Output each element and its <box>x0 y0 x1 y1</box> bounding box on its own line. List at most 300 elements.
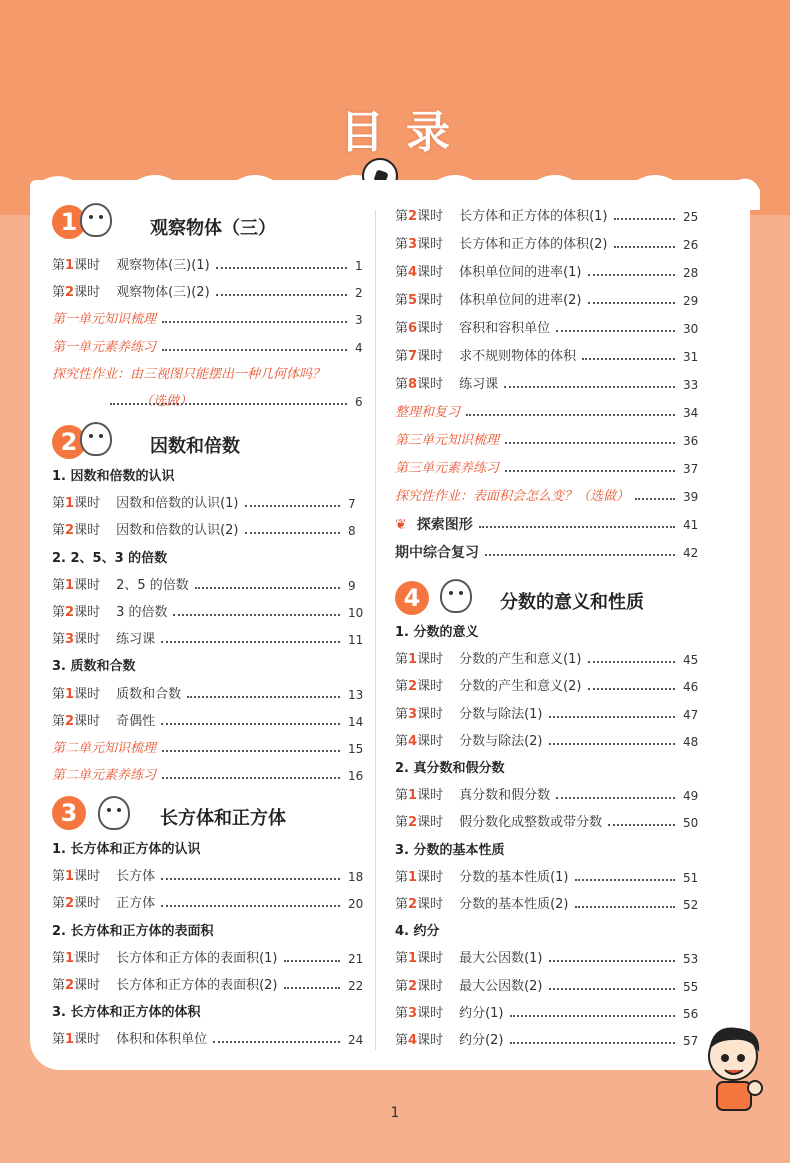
leader-dots <box>213 1041 340 1043</box>
page-number-ref: 51 <box>683 870 699 885</box>
page-number-ref: 2 <box>355 286 363 301</box>
leader-dots <box>549 743 676 745</box>
lesson-di: 第 <box>52 577 66 593</box>
leader-dots <box>195 587 340 589</box>
column-divider <box>375 210 376 1050</box>
lesson-number: 1 <box>408 951 418 967</box>
page-title: 目录 <box>340 107 472 158</box>
lesson-number: 2 <box>408 209 418 224</box>
leader-dots <box>245 532 341 534</box>
leader-dots <box>162 777 340 779</box>
page-number-ref: 21 <box>348 951 364 966</box>
toc-lesson-row[interactable] <box>395 206 608 228</box>
section-title: 2. 真分数和假分数 <box>395 761 505 776</box>
lesson-di: 第 <box>52 1032 66 1048</box>
lesson-number: 2 <box>65 605 75 620</box>
leader-dots <box>245 505 341 507</box>
toc-lesson-row[interactable] <box>395 894 569 916</box>
leader-dots <box>161 878 340 880</box>
lesson-ke: 课时 <box>74 632 101 648</box>
toc-lesson-row[interactable] <box>395 1030 504 1052</box>
lesson-ke: 课时 <box>417 1005 444 1021</box>
page-number-ref: 11 <box>348 633 364 648</box>
review-title: 第二单元素养练习 <box>52 768 157 784</box>
toc-section-heading <box>52 921 214 943</box>
toc-lesson-row[interactable] <box>52 948 278 970</box>
review-title: 第一单元素养练习 <box>52 339 157 355</box>
unit1-badge: 1 <box>52 205 86 239</box>
lesson-number: 2 <box>65 896 75 912</box>
leader-dots <box>549 716 676 718</box>
leader-dots <box>608 824 675 826</box>
page-number-ref: 30 <box>683 322 699 336</box>
page-number-ref: 26 <box>683 238 699 252</box>
toc-lesson-row[interactable] <box>52 1029 207 1051</box>
leader-dots <box>504 386 675 388</box>
leader-dots <box>549 960 676 962</box>
lesson-ke: 课时 <box>74 978 101 993</box>
toc-review-row[interactable] <box>395 486 629 508</box>
lesson-number: 2 <box>65 713 75 729</box>
page-number-ref: 45 <box>683 653 699 668</box>
lesson-number: 1 <box>65 496 75 512</box>
toc-lesson-row[interactable] <box>52 520 239 542</box>
lesson-ke: 课时 <box>74 258 101 273</box>
lesson-ke: 课时 <box>417 978 444 994</box>
section-title: 3. 长方体和正方体的体积 <box>52 1005 201 1021</box>
lesson-ke: 课时 <box>417 897 444 912</box>
lesson-title: 长方体 <box>116 869 156 885</box>
lesson-ke: 课时 <box>74 523 101 539</box>
lesson-ke: 课时 <box>417 349 444 364</box>
lesson-title: 假分数化成整数或带分数 <box>459 815 603 831</box>
lesson-number: 3 <box>408 237 418 252</box>
toc-lesson-row[interactable] <box>395 948 543 970</box>
lesson-title: 长方体和正方体的表面积(2) <box>116 978 278 993</box>
page-number-ref: 1 <box>355 259 363 273</box>
lesson-number: 1 <box>65 869 75 885</box>
lesson-ke: 课时 <box>417 652 444 668</box>
page-number-ref: 56 <box>683 1006 699 1021</box>
toc-lesson-row[interactable] <box>52 282 210 304</box>
page-number-ref: 53 <box>683 952 699 967</box>
lesson-ke: 课时 <box>74 869 101 885</box>
page-number-ref: 16 <box>348 769 364 784</box>
page-number-ref: 37 <box>683 462 699 476</box>
lesson-di: 第 <box>395 293 409 308</box>
unit4-badge: 4 <box>395 581 429 615</box>
lesson-ke: 课时 <box>74 713 101 729</box>
leader-dots <box>161 641 340 643</box>
leader-dots <box>162 321 347 323</box>
leader-dots <box>110 403 347 405</box>
sprout-icon: ❦ <box>395 517 407 533</box>
lesson-number: 2 <box>65 978 75 993</box>
toc-topic-row[interactable] <box>395 514 473 536</box>
toc-section-heading <box>52 656 136 678</box>
unit3-title[interactable]: 长方体和正方体 <box>160 808 286 829</box>
lesson-number: 4 <box>408 265 418 280</box>
page-number-ref: 39 <box>683 490 699 504</box>
lesson-number: 1 <box>65 258 75 273</box>
page-number-ref: 24 <box>348 1033 364 1048</box>
page-number-ref: 29 <box>683 294 699 308</box>
lesson-di: 第 <box>395 377 409 392</box>
lesson-number: 7 <box>408 349 418 364</box>
page-number-ref: 28 <box>683 266 699 280</box>
toc-review-row[interactable] <box>395 402 460 424</box>
lesson-di: 第 <box>395 652 409 668</box>
toc-lesson-row[interactable] <box>52 684 181 706</box>
lesson-di: 第 <box>395 237 409 252</box>
lesson-number: 3 <box>408 1005 418 1021</box>
leader-dots <box>588 274 676 276</box>
lesson-title: 因数和倍数的认识(2) <box>116 523 239 539</box>
lesson-di: 第 <box>395 897 409 912</box>
lesson-di: 第 <box>395 679 409 695</box>
leader-dots <box>216 267 347 269</box>
page-number-ref: 57 <box>683 1034 699 1048</box>
toc-lesson-row[interactable] <box>395 676 582 698</box>
mascot-icon <box>80 422 112 456</box>
toc-section-heading <box>395 758 505 780</box>
lesson-ke: 课时 <box>417 815 444 831</box>
toc-lesson-row[interactable] <box>395 318 550 340</box>
lesson-di: 第 <box>52 896 66 912</box>
leader-dots <box>614 246 676 248</box>
toc-lesson-row[interactable] <box>395 346 576 368</box>
page-number-ref: 3 <box>355 313 363 328</box>
toc-lesson-row[interactable] <box>395 290 582 312</box>
toc-section-heading <box>395 840 505 862</box>
section-title: 2. 2、5、3 的倍数 <box>52 550 168 566</box>
lesson-ke: 课时 <box>417 788 444 804</box>
lesson-number: 2 <box>408 815 418 831</box>
lesson-title: 分数与除法(1) <box>459 706 543 722</box>
lesson-ke: 课时 <box>417 1033 444 1048</box>
leader-dots <box>556 330 675 332</box>
leader-dots <box>284 960 341 962</box>
lesson-title: 分数的基本性质(1) <box>459 869 569 885</box>
page-number-ref: 10 <box>348 606 364 620</box>
leader-dots <box>635 498 675 500</box>
mascot-icon <box>98 796 130 830</box>
mascot-icon <box>80 203 112 237</box>
lesson-number: 3 <box>65 632 75 648</box>
toc-lesson-row[interactable] <box>395 374 498 396</box>
lesson-di: 第 <box>52 950 66 966</box>
review-title: 第二单元知识梳理 <box>52 741 157 756</box>
unit2-title[interactable]: 因数和倍数 <box>150 436 240 457</box>
page-number-ref: 42 <box>683 546 699 560</box>
lesson-ke: 课时 <box>74 1032 101 1048</box>
lesson-di: 第 <box>52 713 66 729</box>
lesson-number: 1 <box>65 1032 75 1048</box>
lesson-number: 1 <box>65 950 75 966</box>
toc-review-row[interactable] <box>52 309 156 331</box>
lesson-title: 奇偶性 <box>116 713 156 729</box>
leader-dots <box>614 218 676 220</box>
page-number-ref: 25 <box>683 210 699 224</box>
unit2-badge: 2 <box>52 425 86 459</box>
lesson-number: 2 <box>408 897 418 912</box>
leader-dots <box>575 879 676 881</box>
lesson-title: 长方体和正方体的体积(2) <box>459 237 608 252</box>
lesson-title: 正方体 <box>116 896 156 912</box>
leader-dots <box>505 442 675 444</box>
toc-lesson-row[interactable] <box>52 711 155 733</box>
toc-topic-row[interactable] <box>395 542 479 564</box>
leader-dots <box>284 987 341 989</box>
page-number-ref: 33 <box>683 378 699 392</box>
toc-review-row[interactable] <box>140 391 192 413</box>
page-number-ref: 8 <box>348 524 356 539</box>
lesson-di: 第 <box>52 978 66 993</box>
lesson-di: 第 <box>395 209 409 224</box>
lesson-title: 观察物体(三)(1) <box>116 258 210 273</box>
leader-dots <box>510 1015 676 1017</box>
lesson-title: 观察物体(三)(2) <box>116 285 210 301</box>
lesson-ke: 课时 <box>417 377 444 392</box>
lesson-di: 第 <box>52 258 66 273</box>
toc-lesson-row[interactable] <box>52 893 155 915</box>
section-title: 3. 分数的基本性质 <box>395 842 505 858</box>
lesson-title: 容积和容积单位 <box>459 321 551 336</box>
page-number-ref: 4 <box>355 340 363 355</box>
toc-lesson-row[interactable] <box>395 867 569 889</box>
lesson-ke: 课时 <box>74 285 101 301</box>
lesson-number: 2 <box>65 285 75 301</box>
page-number-ref: 15 <box>348 742 364 756</box>
lesson-title: 最大公因数(2) <box>459 978 543 994</box>
lesson-di: 第 <box>395 265 409 280</box>
page-number-ref: 50 <box>683 816 699 831</box>
lesson-title: 体积和体积单位 <box>116 1032 208 1048</box>
lesson-title: 长方体和正方体的表面积(1) <box>116 950 278 966</box>
lesson-di: 第 <box>395 349 409 364</box>
toc-review-row[interactable] <box>395 430 499 452</box>
toc-lesson-row[interactable] <box>395 1003 504 1025</box>
lesson-ke: 课时 <box>74 896 101 912</box>
toc-lesson-row[interactable] <box>52 866 155 888</box>
toc-lesson-row[interactable] <box>395 976 543 998</box>
lesson-ke: 课时 <box>417 869 444 885</box>
page-number-ref: 48 <box>683 734 699 749</box>
lesson-ke: 课时 <box>417 321 444 336</box>
toc-lesson-row[interactable] <box>395 234 608 256</box>
toc-review-row[interactable] <box>395 458 499 480</box>
lesson-title: 因数和倍数的认识(1) <box>116 496 239 512</box>
lesson-ke: 课时 <box>74 577 101 593</box>
leader-dots <box>510 1042 676 1044</box>
review-title: 整理和复习 <box>395 405 461 420</box>
toc-lesson-row[interactable] <box>52 975 278 997</box>
lesson-number: 1 <box>65 686 75 702</box>
lesson-di: 第 <box>395 951 409 967</box>
lesson-ke: 课时 <box>417 293 444 308</box>
lesson-ke: 课时 <box>417 951 444 967</box>
lesson-ke: 课时 <box>417 237 444 252</box>
leader-dots <box>161 723 340 725</box>
page-number-ref: 47 <box>683 707 699 722</box>
leader-dots <box>216 294 347 296</box>
page-number: 1 <box>390 1105 400 1121</box>
section-title: 4. 约分 <box>395 924 440 940</box>
toc-lesson-row[interactable] <box>395 812 602 834</box>
page-number-ref: 55 <box>683 979 699 994</box>
leader-dots <box>588 688 676 690</box>
toc-section-heading <box>52 466 175 488</box>
section-title: 1. 分数的意义 <box>395 625 479 640</box>
lesson-number: 4 <box>408 1033 418 1048</box>
section-title: 1. 长方体和正方体的认识 <box>52 842 201 857</box>
lesson-number: 6 <box>408 321 418 336</box>
leader-dots <box>466 414 675 416</box>
toc-lesson-row[interactable] <box>52 602 167 624</box>
leader-dots <box>162 750 340 752</box>
page-number-ref: 52 <box>683 898 699 912</box>
lesson-di: 第 <box>395 978 409 994</box>
lesson-title: 练习课 <box>459 377 499 392</box>
lesson-number: 5 <box>408 293 418 308</box>
leader-dots <box>575 906 676 908</box>
lesson-number: 8 <box>408 377 418 392</box>
lesson-di: 第 <box>52 496 66 512</box>
lesson-ke: 课时 <box>74 686 101 702</box>
section-title: 2. 长方体和正方体的表面积 <box>52 923 214 939</box>
unit1-title[interactable]: 观察物体（三） <box>150 218 276 239</box>
page-number-ref: 13 <box>348 687 364 702</box>
lesson-di: 第 <box>395 733 409 749</box>
lesson-title: 长方体和正方体的体积(1) <box>459 209 608 224</box>
lesson-di: 第 <box>395 1033 409 1048</box>
toc-review-row[interactable] <box>52 765 156 787</box>
toc-lesson-row[interactable] <box>395 704 543 726</box>
toc-review-row[interactable] <box>52 738 156 760</box>
page-number-ref: 14 <box>348 714 364 729</box>
review-title: 第三单元素养练习 <box>395 461 500 476</box>
toc-review-row[interactable] <box>52 337 156 359</box>
lesson-title: 分数的产生和意义(1) <box>459 652 582 668</box>
lesson-title: 求不规则物体的体积 <box>459 349 577 364</box>
lesson-title: 分数与除法(2) <box>459 733 543 749</box>
leader-dots <box>588 661 676 663</box>
lesson-ke: 课时 <box>417 733 444 749</box>
mascot-icon <box>440 579 472 613</box>
review-title: 探究性作业：表面积会怎么变？（选做） <box>395 489 630 504</box>
leader-dots <box>187 696 340 698</box>
lesson-ke: 课时 <box>74 605 101 620</box>
unit4-title[interactable]: 分数的意义和性质 <box>500 592 644 613</box>
lesson-number: 4 <box>408 733 418 749</box>
toc-lesson-row[interactable] <box>52 629 155 651</box>
page-number-ref: 34 <box>683 406 699 420</box>
lesson-title: 分数的产生和意义(2) <box>459 679 582 695</box>
lesson-ke: 课时 <box>417 209 444 224</box>
leader-dots <box>173 614 340 616</box>
toc-lesson-row[interactable] <box>395 785 550 807</box>
lesson-title: 2、5 的倍数 <box>116 577 189 593</box>
lesson-di: 第 <box>52 285 66 301</box>
section-title: 3. 质数和合数 <box>52 659 136 675</box>
lesson-title: 真分数和假分数 <box>459 788 551 804</box>
page-number-ref: 6 <box>355 395 363 409</box>
toc-lesson-row[interactable] <box>52 493 239 515</box>
lesson-number: 1 <box>65 577 75 593</box>
lesson-di: 第 <box>395 788 409 804</box>
lesson-ke: 课时 <box>417 265 444 280</box>
lesson-di: 第 <box>395 706 409 722</box>
lesson-ke: 课时 <box>74 496 101 512</box>
leader-dots <box>162 349 347 351</box>
lesson-title: 练习课 <box>116 632 156 648</box>
page-number-ref: 20 <box>348 897 364 912</box>
leader-dots <box>556 797 675 799</box>
review-title: 第三单元知识梳理 <box>395 433 500 448</box>
lesson-di: 第 <box>395 321 409 336</box>
toc-lesson-row[interactable] <box>395 649 582 671</box>
page-number-ref: 18 <box>348 870 364 885</box>
lesson-number: 2 <box>408 978 418 994</box>
toc-lesson-row[interactable] <box>52 575 189 597</box>
topic-title: 探索图形 <box>416 517 473 533</box>
leader-dots <box>161 905 340 907</box>
lesson-di: 第 <box>52 523 66 539</box>
lesson-number: 1 <box>408 788 418 804</box>
toc-section-heading <box>52 1002 201 1024</box>
page-number-ref: 46 <box>683 680 699 695</box>
page-number-ref: 7 <box>348 497 356 512</box>
lesson-title: 体积单位间的进率(1) <box>459 265 582 280</box>
boy-mascot-icon <box>703 1022 765 1112</box>
leader-dots <box>549 988 676 990</box>
lesson-title: 体积单位间的进率(2) <box>459 293 582 308</box>
page-number-ref: 31 <box>683 350 699 364</box>
lesson-title: 分数的基本性质(2) <box>459 897 569 912</box>
leader-dots <box>588 302 676 304</box>
leader-dots <box>582 358 675 360</box>
toc-section-heading <box>395 921 440 943</box>
toc-lesson-row[interactable] <box>395 731 543 753</box>
lesson-number: 2 <box>408 679 418 695</box>
lesson-ke: 课时 <box>417 679 444 695</box>
lesson-title: 约分(2) <box>459 1033 504 1048</box>
lesson-number: 1 <box>408 869 418 885</box>
lesson-di: 第 <box>52 632 66 648</box>
toc-section-heading <box>52 548 167 570</box>
lesson-number: 3 <box>408 706 418 722</box>
toc-section-heading <box>395 622 479 644</box>
page-number-ref: 9 <box>348 578 356 593</box>
page-number-ref: 41 <box>683 518 699 532</box>
lesson-ke: 课时 <box>417 706 444 722</box>
lesson-di: 第 <box>395 1005 409 1021</box>
lesson-title: 3 的倍数 <box>116 605 168 620</box>
lesson-di: 第 <box>395 869 409 885</box>
page-number-ref: 49 <box>683 789 699 804</box>
lesson-di: 第 <box>52 605 66 620</box>
lesson-title: 质数和合数 <box>116 686 182 702</box>
lesson-number: 2 <box>65 523 75 539</box>
toc-lesson-row[interactable] <box>395 262 582 284</box>
lesson-di: 第 <box>395 815 409 831</box>
toc-review-row[interactable] <box>52 364 325 386</box>
page-number-ref: 22 <box>348 979 364 993</box>
review-title: 探究性作业：由三视图只能摆出一种几何体吗？ <box>52 366 326 382</box>
lesson-title: 最大公因数(1) <box>459 951 543 967</box>
section-title: 1. 因数和倍数的认识 <box>52 469 175 484</box>
toc-lesson-row[interactable] <box>52 255 210 277</box>
